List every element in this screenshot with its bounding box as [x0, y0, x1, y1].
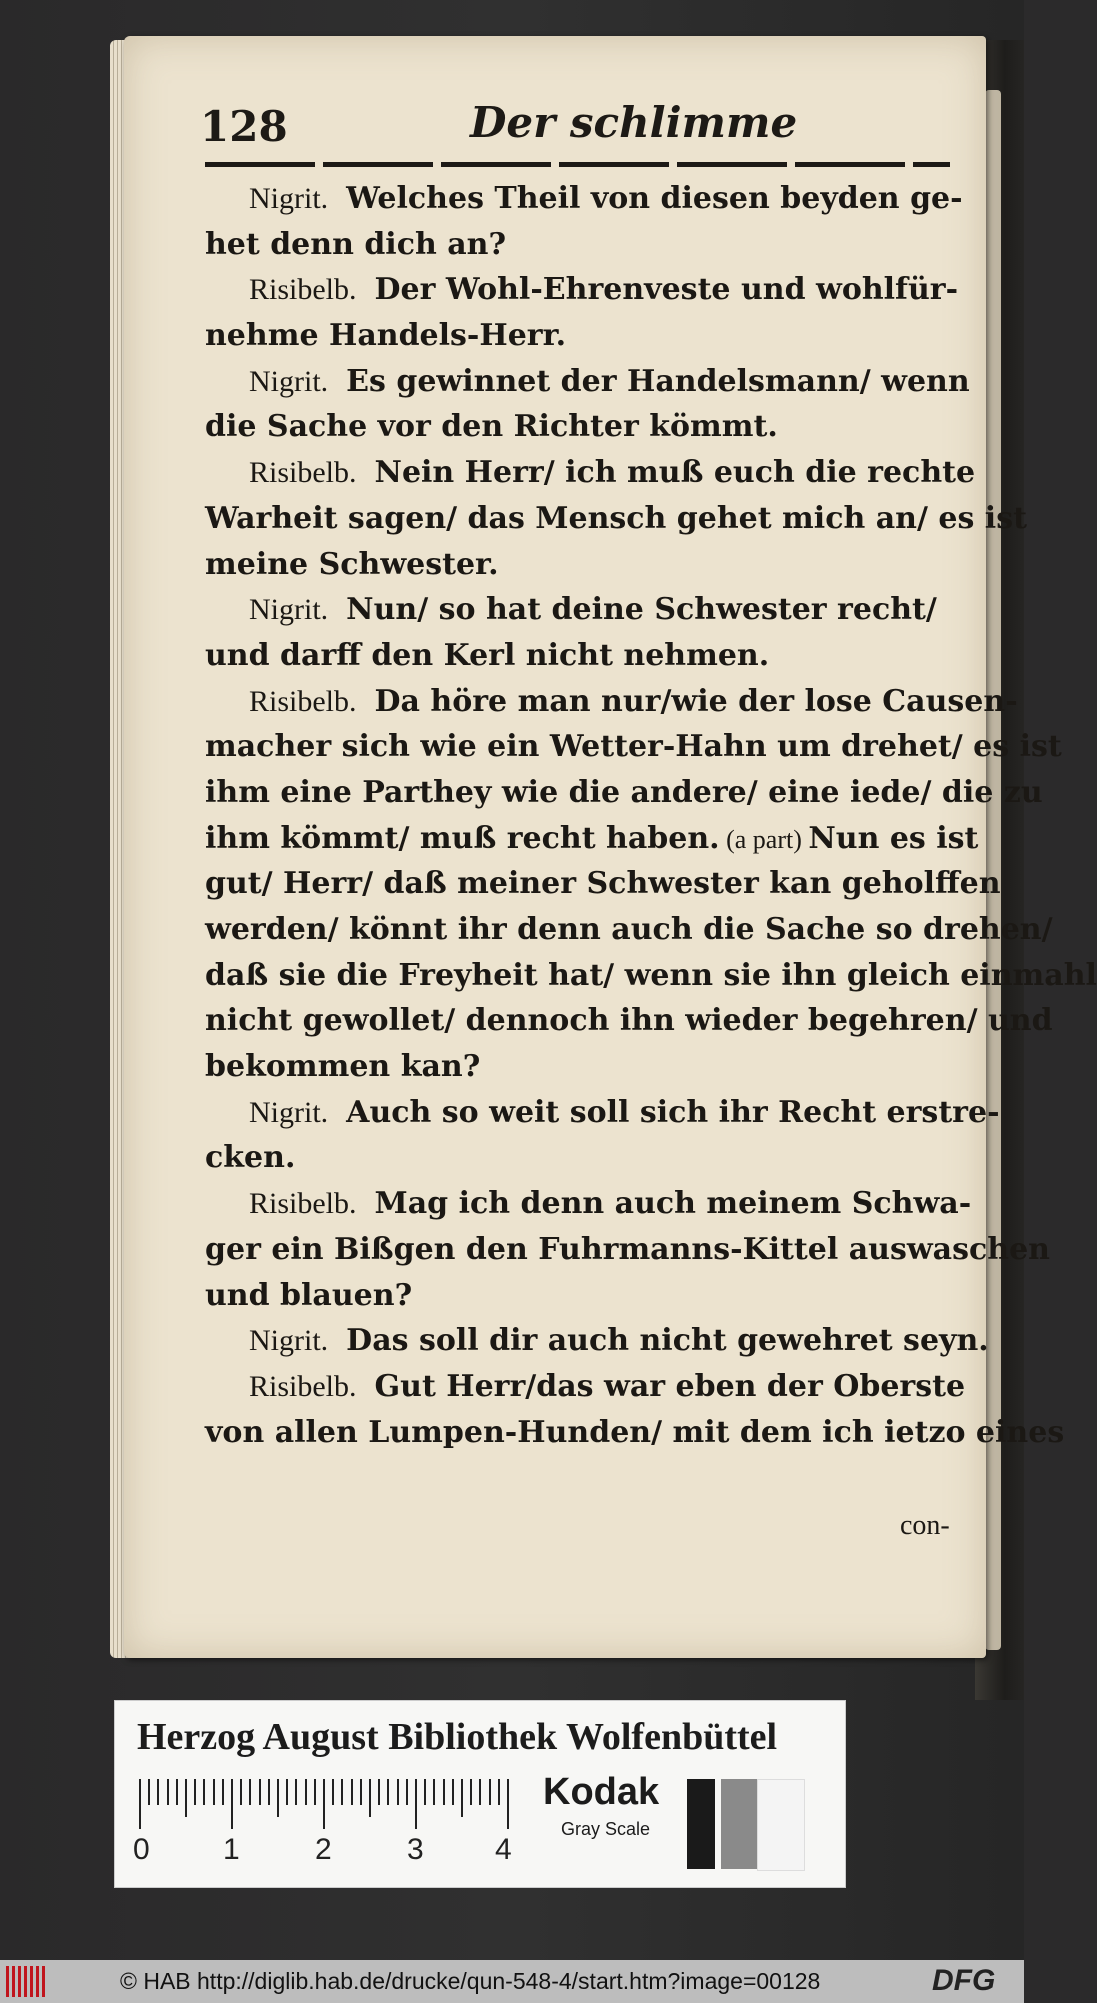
ruler-number: 4 — [495, 1833, 512, 1866]
text-line — [205, 404, 957, 450]
color-card-title: Herzog August Bibliothek Wolfenbüttel — [137, 1716, 778, 1758]
ruler-tick — [295, 1779, 297, 1805]
text-line — [205, 1318, 989, 1364]
text-line — [205, 1410, 1065, 1456]
ruler-tick — [231, 1779, 233, 1829]
ruler-number: 2 — [315, 1833, 332, 1866]
text-line — [205, 267, 957, 313]
ruler-tick — [323, 1779, 325, 1829]
line-text: Es gewinnet der Handelsmann/ wenn — [346, 363, 970, 399]
ruler-scale — [139, 1779, 519, 1829]
line-text: Welches Theil von diesen beyden ge- — [346, 181, 963, 216]
speaker-name: Risibelb. — [249, 456, 357, 490]
ruler-tick — [194, 1779, 196, 1805]
line-text: macher sich wie ein Wetter-Hahn um drehet/ es ist — [205, 729, 1062, 765]
ruler-tick — [259, 1779, 261, 1805]
ruler-tick — [452, 1779, 454, 1805]
ruler-tick — [305, 1779, 307, 1805]
ruler-tick — [406, 1779, 408, 1805]
text-line — [205, 496, 1027, 542]
text-line — [205, 1181, 972, 1227]
ruler-tick — [498, 1779, 500, 1805]
line-text: nicht gewollet/ dennoch ihn wieder begehren/ und — [205, 1003, 1053, 1039]
text-line — [205, 770, 1043, 816]
line-text: ger ein Bißgen den Fuhrmanns-Kittel auswaschen — [205, 1231, 1050, 1267]
ruler-tick — [433, 1779, 435, 1805]
ruler-number: 1 — [223, 1833, 240, 1866]
line-text: Nun es ist — [808, 820, 979, 856]
line-text: Nun/ so hat deine Schwester recht/ — [346, 592, 937, 628]
line-text: werden/ könnt ihr denn auch die Sache so drehen/ — [205, 912, 1053, 947]
line-text: meine Schwester. — [205, 546, 499, 582]
line-text: Nein Herr/ ich muß euch die rechte — [374, 455, 976, 491]
catchword: con- — [900, 1510, 950, 1541]
ruler-tick — [443, 1779, 445, 1805]
ruler-tick — [277, 1779, 279, 1817]
ruler-tick — [387, 1779, 389, 1805]
ruler-tick — [185, 1779, 187, 1817]
text-line — [205, 1044, 957, 1090]
ruler-tick — [397, 1779, 399, 1805]
gray-patch-mid — [721, 1779, 757, 1869]
speaker-name: Risibelb. — [249, 684, 357, 718]
line-text: von allen Lumpen-Hunden/ mit dem ich ietzo eines — [205, 1414, 1065, 1450]
speaker-name: Nigrit. — [249, 1324, 329, 1358]
text-line — [205, 176, 963, 222]
speaker-name: Nigrit. — [249, 1095, 329, 1129]
page-number: 128 — [200, 102, 288, 151]
ruler-tick — [139, 1779, 141, 1829]
ruler-tick — [369, 1779, 371, 1817]
line-text: die Sache vor den Richter kömmt. — [205, 409, 778, 445]
footer-bar — [0, 1960, 1024, 2003]
text-line — [205, 1364, 966, 1410]
text-line — [205, 724, 1062, 770]
ruler-tick — [314, 1779, 316, 1805]
ruler-tick — [507, 1779, 509, 1829]
text-line — [205, 359, 970, 405]
gray-scale-label: Gray Scale — [561, 1819, 651, 1839]
line-text: bekommen kan? — [205, 1049, 481, 1085]
text-line — [205, 587, 957, 633]
ruler-tick — [360, 1779, 362, 1805]
line-text: und blauen? — [205, 1277, 413, 1313]
line-text: ihm kömmt/ muß recht haben. — [205, 820, 720, 856]
ruler-tick — [332, 1779, 334, 1805]
line-text: Auch so weit soll sich ihr Recht erstre- — [346, 1094, 1000, 1130]
gray-patch-black — [687, 1779, 715, 1869]
ruler-numbers — [133, 1833, 553, 1873]
speaker-name: Nigrit. — [249, 593, 329, 627]
line-text: nehme Handels-Herr. — [205, 318, 567, 354]
text-line — [205, 953, 1097, 999]
text-line — [205, 907, 1053, 953]
stage-direction: (a part) — [719, 824, 809, 854]
ruler-tick — [479, 1779, 481, 1805]
line-text: Das soll dir auch nicht gewehret seyn. — [346, 1323, 989, 1359]
line-text: Mag ich denn auch meinem Schwa- — [374, 1186, 972, 1222]
ruler-number: 3 — [407, 1833, 424, 1866]
text-line — [205, 1273, 957, 1319]
copyright-link[interactable]: © HAB http://diglib.hab.de/drucke/qun-548-4/start.htm?image=00128 — [120, 1968, 821, 1994]
ruler-tick — [286, 1779, 288, 1805]
ruler-tick — [222, 1779, 224, 1805]
header-rule — [205, 162, 950, 167]
text-line — [205, 1135, 957, 1181]
ruler-number: 0 — [133, 1833, 150, 1866]
text-line — [205, 1090, 1000, 1136]
line-text: daß sie die Freyheit hat/ wenn sie ihn gleich einmahl — [205, 957, 1097, 993]
text-line — [205, 679, 1018, 725]
ruler-tick — [213, 1779, 215, 1805]
ruler-tick — [378, 1779, 380, 1805]
text-line — [205, 450, 976, 496]
library-logo-icon — [6, 1966, 46, 1997]
ruler-tick — [249, 1779, 251, 1805]
ruler-tick — [240, 1779, 242, 1805]
speaker-name: Risibelb. — [249, 1369, 357, 1403]
line-text: ihm eine Parthey wie die andere/ eine iede/ die zu — [205, 774, 1043, 810]
line-text: het denn dich an? — [205, 226, 507, 262]
text-line — [205, 313, 957, 359]
ruler-tick — [268, 1779, 270, 1805]
text-line — [205, 633, 957, 679]
ruler-tick — [341, 1779, 343, 1805]
text-line — [205, 1227, 1050, 1273]
line-text: Der Wohl-Ehrenveste und wohlfür- — [374, 272, 959, 308]
ruler-tick — [470, 1779, 472, 1805]
ruler-tick — [176, 1779, 178, 1805]
line-text: Da höre man nur/wie der lose Causen- — [374, 683, 1018, 719]
line-text: Warheit sagen/ das Mensch gehet mich an/ es ist — [205, 500, 1027, 536]
ruler-tick — [415, 1779, 417, 1829]
ruler-tick — [461, 1779, 463, 1817]
text-line — [205, 222, 957, 268]
line-text: Gut Herr/das war eben der Oberste — [374, 1368, 966, 1404]
speaker-name: Risibelb. — [249, 273, 357, 307]
kodak-logo: Kodak — [543, 1771, 660, 1813]
line-text: gut/ Herr/ daß meiner Schwester kan geholffen — [205, 866, 1001, 902]
page-text — [205, 176, 1097, 1455]
ruler-tick — [148, 1779, 150, 1805]
ruler-tick — [489, 1779, 491, 1805]
text-line — [205, 816, 979, 862]
page-header — [200, 98, 960, 162]
running-head: Der schlimme — [470, 98, 798, 147]
color-card — [114, 1700, 846, 1888]
ruler-tick — [424, 1779, 426, 1805]
speaker-name: Nigrit. — [249, 182, 329, 215]
text-line — [205, 998, 1053, 1044]
gray-patch-white — [757, 1779, 805, 1871]
ruler-tick — [157, 1779, 159, 1805]
ruler-tick — [203, 1779, 205, 1805]
ruler-tick — [351, 1779, 353, 1805]
line-text: und darff den Kerl nicht nehmen. — [205, 637, 770, 673]
text-line — [205, 861, 1001, 907]
text-line — [205, 542, 957, 588]
line-text: cken. — [205, 1140, 296, 1176]
speaker-name: Risibelb. — [249, 1187, 357, 1221]
dfg-logo: DFG — [932, 1964, 996, 1997]
speaker-name: Nigrit. — [249, 364, 329, 398]
ruler-tick — [167, 1779, 169, 1805]
